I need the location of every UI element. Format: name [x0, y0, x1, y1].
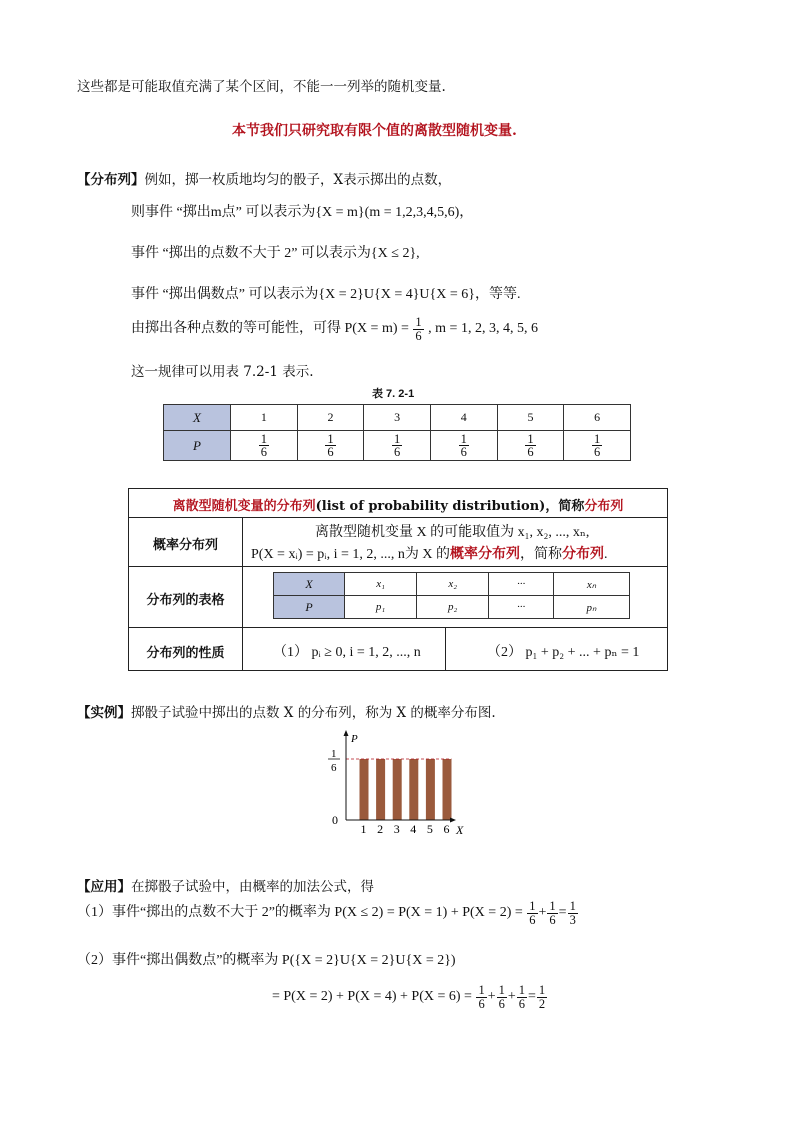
table-row-x — [274, 573, 630, 596]
box-divider — [129, 627, 667, 628]
y-tick-num: 1 — [331, 748, 337, 760]
p-cell: p₂ — [417, 596, 489, 619]
origin-label: 0 — [332, 813, 338, 827]
fraction-one-sixth: $\frac{1}{6}$ — [415, 315, 422, 343]
application-3: = P(X = 2) + P(X = 4) + P(X = 6) = $\frac{1}{6}$ + $\frac{1}{6}$ + $\frac{1}{6}$ = $\frac{1}{2}$ — [272, 983, 546, 1011]
label-dist-table: 分布列的表格 — [146, 593, 225, 608]
y-tick-den: 6 — [331, 762, 337, 774]
property-1: （1） pᵢ ≥ 0, i = 1, 2, ..., n — [273, 645, 421, 660]
example-tag: 【实例】 — [77, 705, 131, 721]
def-line-2: P(X = xᵢ) = pᵢ, i = 1, 2, ..., n为 X 的概率分布列，简称分布列. — [251, 547, 608, 562]
x-tick-label: 3 — [393, 822, 400, 836]
dist-tag: 【分布列】 — [77, 172, 145, 188]
property-2: （2） p₁ + p₂ + ... + pₙ = 1 — [487, 645, 640, 660]
application-text: 在掷骰子试验中，由概率的加法公式，得 — [131, 879, 374, 895]
x-cell: 4 — [430, 405, 497, 431]
p-cell: $\frac{1}{6}$ — [297, 431, 364, 461]
dist-line-4-pre: 由掷出各种点数的等可能性，可得 P(X = m) = — [131, 321, 409, 337]
x-cell: xₙ — [553, 573, 629, 596]
x-cell: x₂ — [417, 573, 489, 596]
y-axis-arrow — [344, 730, 349, 736]
dist-line-1: 则事件 “掷出m点” 可以表示为{X = m}(m = 1,2,3,4,5,6)， — [131, 205, 474, 220]
table-row-p — [164, 431, 631, 461]
label-dist-props: 分布列的性质 — [146, 646, 225, 661]
table-row-p — [274, 596, 630, 619]
box-prop-divider — [445, 627, 446, 670]
p-cell: ··· — [489, 596, 554, 619]
p-cell: $\frac{1}{6}$ — [564, 431, 631, 461]
intro-text: 这些都是可能取值充满了某个区间，不能一一列举的随机变量. — [77, 79, 446, 95]
x-cell: x₁ — [345, 573, 417, 596]
header-p: P — [164, 431, 231, 461]
x-tick-label: 4 — [410, 822, 417, 836]
bar-5 — [426, 759, 435, 820]
x-cell: ··· — [489, 573, 554, 596]
x-tick-label: 5 — [426, 822, 433, 836]
table-caption: 表 7. 2-1 — [372, 388, 415, 400]
header-x: X — [274, 573, 345, 596]
dist-line-4 — [131, 316, 538, 342]
distribution-table — [163, 404, 631, 461]
def-line-1: 离散型随机变量 X 的可能取值为 x₁, x₂, ..., xₙ, — [315, 525, 590, 540]
example-line — [77, 701, 496, 721]
p-cell: $\frac{1}{6}$ — [231, 431, 298, 461]
header-x: X — [164, 405, 231, 431]
x-axis-arrow — [450, 818, 456, 823]
x-cell: 5 — [497, 405, 564, 431]
p-cell: $\frac{1}{6}$ — [497, 431, 564, 461]
bar-3 — [393, 759, 402, 820]
x-tick-label: 2 — [377, 822, 384, 836]
box-divider — [129, 517, 667, 518]
bar-4 — [409, 759, 418, 820]
box-title: 离散型随机变量的分布列(list of probability distribution)，简称分布列 — [172, 499, 624, 514]
x-tick-label: 1 — [360, 822, 367, 836]
header-p: P — [274, 596, 345, 619]
p-cell: $\frac{1}{6}$ — [364, 431, 431, 461]
dist-text: 例如，掷一枚质地均匀的骰子，X表示掷出的点数， — [144, 172, 452, 188]
focus-heading: 本节我们只研究取有限个值的离散型随机变量. — [232, 123, 517, 139]
p-cell: p₁ — [345, 596, 417, 619]
generic-dist-table — [273, 572, 630, 619]
dist-line-3: 事件 “掷出偶数点” 可以表示为{X = 2}U{X = 4}U{X = 6}，等等. — [131, 287, 521, 302]
x-cell: 3 — [364, 405, 431, 431]
dist-line-4-post: , m = 1, 2, 3, 4, 5, 6 — [428, 321, 538, 337]
y-axis-label: P — [351, 733, 358, 745]
x-cell: 2 — [297, 405, 364, 431]
p-cell: $\frac{1}{6}$ — [430, 431, 497, 461]
probability-bar-chart — [320, 728, 480, 840]
box-column-divider — [242, 517, 243, 670]
label-prob-dist: 概率分布列 — [152, 538, 218, 553]
bar-2 — [376, 759, 385, 820]
box-divider — [129, 566, 667, 567]
x-tick-label: 6 — [443, 822, 450, 836]
x-cell: 1 — [231, 405, 298, 431]
p-cell: pₙ — [553, 596, 629, 619]
bar-1 — [360, 759, 369, 820]
example-text: 掷骰子试验中掷出的点数 X 的分布列，称为 X 的概率分布图. — [131, 705, 496, 721]
x-cell: 6 — [564, 405, 631, 431]
dist-line-5: 这一规律可以用表 7.2-1 表示. — [131, 364, 314, 380]
bar-6 — [443, 759, 452, 820]
application-1: （1）事件“掷出的点数不大于 2”的概率为 P(X ≤ 2) = P(X = 1) + P(X = 2) = $\frac{1}{6}$ + $\frac{1}{6}$ = $\frac{1}{3}$ — [77, 899, 576, 927]
x-axis-label: X — [456, 823, 464, 837]
dist-intro — [77, 168, 451, 188]
dist-line-2: 事件 “掷出的点数不大于 2” 可以表示为{X ≤ 2}, — [131, 246, 420, 261]
application-2: （2）事件“掷出偶数点”的概率为 P({X = 2}U{X = 2}U{X = 2}) — [77, 953, 456, 968]
application-line — [77, 875, 374, 895]
application-tag: 【应用】 — [77, 879, 131, 895]
table-row-x — [164, 405, 631, 431]
